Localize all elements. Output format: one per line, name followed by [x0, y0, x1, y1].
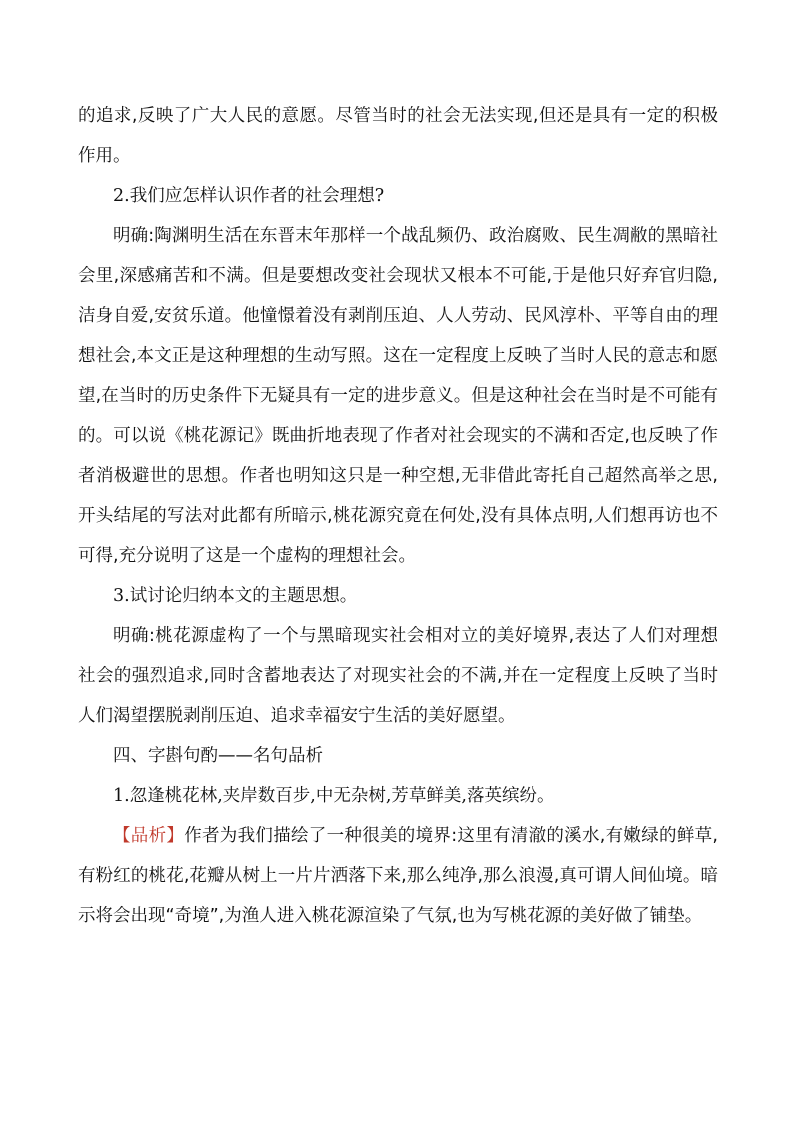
- analysis-paragraph: [78, 816, 718, 936]
- section-heading: 四、字斟句酌——名句品析: [113, 746, 323, 766]
- answer-2: 明确:陶渊明生活在东晋末年那样一个战乱频仍、政治腐败、民生凋敝的黑暗社会里,深感痛苦和不满。但是要想改变社会现状又根本不可能,于是他只好弃官归隐,洁身自爱,安贫乐道。他憧憬着没有剥削压迫、人人劳动、民风淳朴、平等自由的理想社会,本文正是这种理想的生动写照。这在一定程度上反映了当时人民的意志和愿望,在当时的历史条件下无疑具有一定的进步意义。但是这种社会在当时是不可能有的。可以说《桃花源记》既曲折地表现了作者对社会现实的不满和否定,也反映了作者消极避世的思想。作者也明知这只是一种空想,无非借此寄托自己超然高举之思,开头结尾的写法对此都有所暗示,桃花源究竟在何处,没有具体点明,人们想再访也不可得,充分说明了这是一个虚构的理想社会。: [78, 226, 718, 566]
- answer-3: 明确:桃花源虚构了一个与黑暗现实社会相对立的美好境界,表达了人们对理想社会的强烈追求,同时含蓄地表达了对现实社会的不满,并在一定程度上反映了当时人们渴望摆脱剥削压迫、追求幸福安宁生活的美好愿望。: [78, 626, 718, 726]
- document-page: [78, 96, 718, 936]
- analysis-tag: 【品析】: [113, 826, 185, 846]
- question-2: 2.我们应怎样认识作者的社会理想?: [113, 186, 385, 206]
- continuation-paragraph: 的追求,反映了广大人民的意愿。尽管当时的社会无法实现,但还是具有一定的积极作用。: [78, 106, 718, 166]
- question-3: 3.试讨论归纳本文的主题思想。: [113, 586, 358, 606]
- famous-sentence-1: 1.忽逢桃花林,夹岸数百步,中无杂树,芳草鲜美,落英缤纷。: [113, 786, 555, 806]
- analysis-text: 作者为我们描绘了一种很美的境界:这里有清澈的溪水,有嫩绿的鲜草,有粉红的桃花,花瓣从树上一片片洒落下来,那么纯净,那么浪漫,真可谓人间仙境。暗示将会出现“奇境”,为渔人进入桃花源渲染了气氛,也为写桃花源的美好做了铺垫。: [78, 826, 718, 926]
